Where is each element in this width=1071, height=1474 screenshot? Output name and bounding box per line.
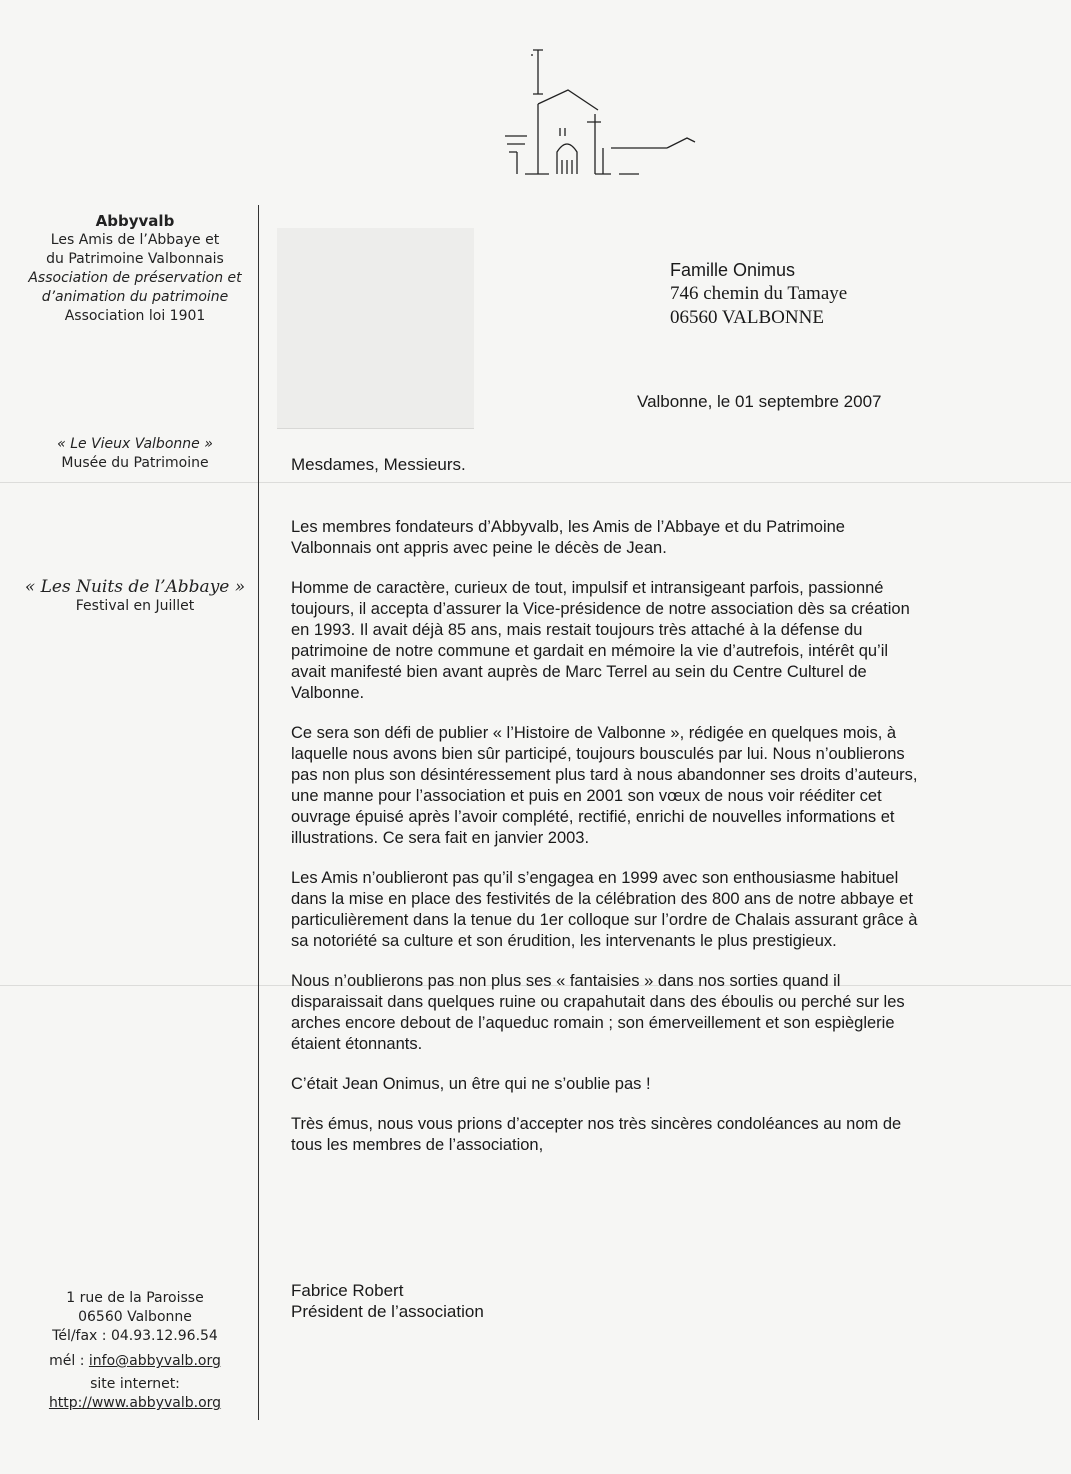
website-link[interactable]: http://www.abbyvalb.org — [48, 1395, 222, 1411]
website-label: site internet: — [90, 1376, 180, 1392]
fold-line-top — [0, 482, 1071, 483]
contact-address-line2: 06560 Valbonne — [78, 1309, 192, 1325]
email-link[interactable]: info@abbyvalb.org — [88, 1353, 221, 1369]
org-legal-status: Association loi 1901 — [64, 308, 206, 324]
recipient-address — [670, 258, 847, 330]
paragraph: Nous n’oublierons pas non plus ses « fantaisies » dans nos sorties quand il disparaissait dans quelques ruine ou crapahutait dans des éboulis ou perché sur les arches encore debout de l’aqueduc romain ; son émerveillement et son espièglerie étaient étonnants. — [291, 972, 905, 1053]
sidebar-museum — [20, 435, 250, 473]
paragraph: Les membres fondateurs d’Abbyvalb, les Amis de l’Abbaye et du Patrimoine Valbonnais ont appris avec peine le décès de Jean. — [291, 518, 845, 557]
signature-block — [291, 1280, 484, 1322]
signer-name: Fabrice Robert — [291, 1281, 404, 1300]
org-full-name-line2: du Patrimoine Valbonnais — [46, 251, 224, 267]
museum-title: « Le Vieux Valbonne » — [57, 436, 213, 452]
contact-phone: Tél/fax : 04.93.12.96.54 — [52, 1328, 218, 1344]
contact-email-row — [20, 1352, 250, 1371]
recipient-city: 06560 VALBONNE — [670, 307, 824, 328]
letter-body — [291, 517, 921, 1175]
salutation: Mesdames, Messieurs. — [291, 455, 466, 474]
org-full-name-line1: Les Amis de l’Abbaye et — [50, 232, 220, 248]
org-description-line2: d’animation du patrimoine — [41, 289, 229, 305]
org-name: Abbyvalb — [95, 212, 175, 230]
festival-title: « Les Nuits de l’Abbaye » — [24, 577, 246, 597]
contact-address-line1: 1 rue de la Paroisse — [66, 1290, 204, 1306]
faint-handwritten-note: ​ — [314, 299, 324, 318]
org-description-line1: Association de préservation et — [28, 270, 242, 286]
sidebar-festival — [20, 578, 250, 616]
recipient-street: 746 chemin du Tamaye — [670, 283, 848, 304]
paragraph: Les Amis n’oublieront pas qu’il s’engagea en 1999 avec son enthousiasme habituel dans la mise en place des festivités de la célébration des 800 ans de notre abbaye et particulièrement dans la tenue du 1er colloque sur l’ordre de Chalais assurant grâce à sa notoriété sa culture et son érudition, les intervenants le plus prestigieux. — [291, 869, 918, 950]
letter-date: Valbonne, le 01 septembre 2007 — [637, 392, 882, 411]
paragraph: Très émus, nous vous prions d’accepter nos très sincères condoléances au nom de tous les membres de l’association, — [291, 1115, 902, 1154]
paragraph: Ce sera son défi de publier « l’Histoire de Valbonne », rédigée en quelques mois, à laquelle nous avons bien sûr participé, toujours bousculés par lui. Nous n’oublierons pas non plus son désintéressement plus tard à nous abandonner ses droits d’auteurs, une manne pour l’association et puis en 2001 son vœux de nous voir rééditer cet ouvrage épuisé après l’avoir complété, rectifié, enrichi de nouvelles informations et illustrations. Ce sera fait en janvier 2003. — [291, 724, 918, 847]
recipient-name: Famille Onimus — [670, 260, 796, 280]
sidebar-contact — [20, 1289, 250, 1413]
email-label: mél : — [49, 1353, 89, 1369]
sidebar-header — [20, 212, 250, 326]
paragraph: Homme de caractère, curieux de tout, impulsif et intransigeant parfois, passionné toujours, il accepta d’assurer la Vice-présidence de notre association dès sa création en 1993. Il avait déjà 85 ans, mais restait toujours très attaché à la défense du patrimoine de notre commune et gardait en mémoire la vie d’autrefois, intérêt qu’il avait manifesté bien avant auprès de Marc Terrel au sein du Centre Culturel de Valbonne. — [291, 579, 910, 702]
reception-stamp — [277, 228, 474, 429]
paragraph: C’était Jean Onimus, un être qui ne s’oublie pas ! — [291, 1075, 651, 1093]
sidebar-divider — [258, 205, 259, 1420]
signer-title: Président de l’association — [291, 1302, 484, 1321]
abbey-logo — [495, 40, 710, 185]
festival-subtitle: Festival en Juillet — [75, 598, 195, 614]
museum-subtitle: Musée du Patrimoine — [61, 455, 209, 471]
